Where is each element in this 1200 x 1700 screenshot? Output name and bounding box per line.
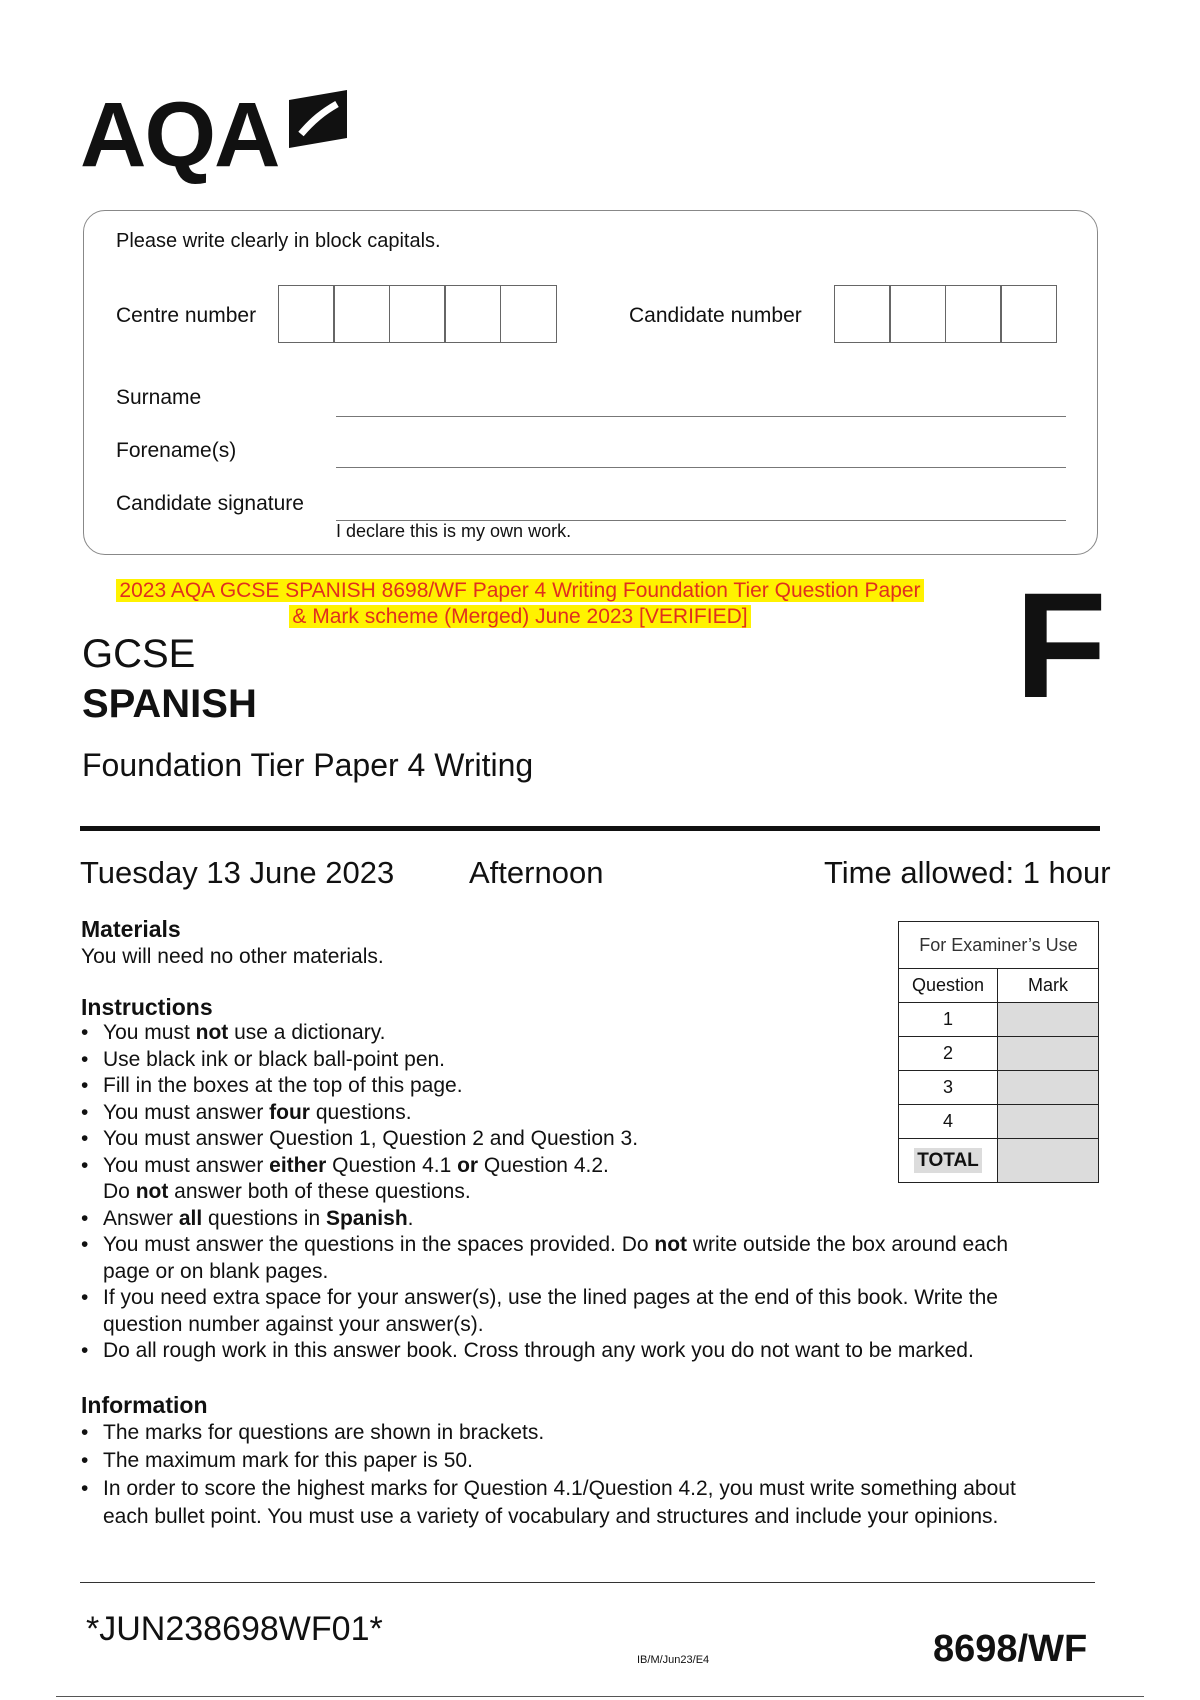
candidate-digit-box[interactable] [834,285,891,343]
divider [80,826,1100,831]
mark-cell [998,1105,1099,1139]
centre-number-field[interactable] [279,285,557,343]
examiner-table-title: For Examiner’s Use [899,922,1099,969]
candidate-digit-box[interactable] [889,285,946,343]
forename-field[interactable] [336,467,1066,468]
instruction-item [81,1232,1081,1285]
exam-date: Tuesday 13 June 2023 [80,855,395,890]
total-label [899,1139,998,1183]
instruction-text: Question 4.1 [326,1153,458,1177]
instruction-text: If you need extra space for your answer(s), use the lined pages at the end of this book. Write the question number against your answer(s). [103,1286,998,1336]
candidate-digit-box[interactable] [1000,285,1057,343]
mark-cell [998,1071,1099,1105]
instruction-emphasis: Spanish [325,1206,408,1230]
instruction-text: You must answer [103,1100,270,1124]
surname-label: Surname [116,386,202,409]
mark-column-header: Mark [998,969,1099,1003]
instruction-text: Answer [103,1206,179,1230]
information-heading: Information [81,1392,208,1418]
instruction-item [81,1285,1081,1338]
instruction-text: You must answer [103,1153,270,1177]
instruction-text: Fill in the boxes at the top of this page. [103,1074,463,1097]
highlighted-title [80,578,960,630]
question-number: 2 [899,1037,998,1071]
information-item: • In order to score the highest marks for Question 4.1/Question 4.2, you must write something about each bullet point. You must use a variety of vocabulary and structures and include your opinions. [81,1475,1041,1531]
declaration-text: I declare this is my own work. [336,521,572,541]
centre-number-label: Centre number [116,304,257,327]
instruction-text: . [407,1206,414,1230]
instruction-text: Use black ink or black ball-point pen. [103,1047,446,1071]
logo-text: AQA [80,84,279,186]
candidate-number-label: Candidate number [629,304,802,327]
reference-code: IB/M/Jun23/E4 [637,1654,710,1666]
instruction-text: You must [103,1021,196,1044]
qualification: GCSE [82,632,196,676]
barcode-text: *JUN238698WF01* [86,1610,383,1648]
candidate-number-field[interactable] [835,285,1057,343]
exam-session: Afternoon [469,855,604,890]
highlighted-title-line2: & Mark scheme (Merged) June 2023 [VERIFIED] [289,605,750,628]
instructions-heading: Instructions [81,994,213,1020]
instruction-text: write outside the box around each page or on blank pages. [103,1233,1009,1283]
instruction-text: questions in [202,1206,326,1230]
question-number: 4 [899,1105,998,1139]
instruction-emphasis: all [178,1206,203,1230]
total-label-text: TOTAL [914,1148,982,1173]
instruction-item [81,1206,1081,1233]
question-column-header: Question [899,969,998,1003]
instruction-emphasis: not [654,1233,688,1256]
centre-digit-box[interactable] [444,285,501,343]
instruction-emphasis: not [195,1021,229,1044]
instruction-item [81,1338,1081,1365]
instruction-emphasis: or [457,1153,479,1177]
signature-label: Candidate signature [116,492,304,515]
footer-divider [80,1582,1095,1583]
aqa-logo [80,80,380,190]
instruction-text: You must answer the questions in the spaces provided. Do [103,1233,655,1256]
candidate-digit-box[interactable] [945,285,1002,343]
materials-heading: Materials [81,916,181,942]
paper-code: 8698/WF [933,1628,1088,1670]
instruction-text: questions. [309,1100,412,1124]
information-list [81,1419,1041,1531]
time-allowed: Time allowed: 1 hour [824,855,1111,890]
paper-title: Foundation Tier Paper 4 Writing [82,747,534,783]
mark-cell [998,1037,1099,1071]
question-number: 3 [899,1071,998,1105]
aqa-flag-icon [285,90,355,152]
instruction-text: Question 4.2. Do [103,1153,609,1203]
question-number: 1 [899,1003,998,1037]
instruction-text: You must answer Question 1, Question 2 and Question 3. [103,1127,639,1150]
instruction-text: answer both of these questions. [168,1180,471,1203]
instruction-text: use a dictionary. [228,1021,386,1044]
mark-cell [998,1003,1099,1037]
forename-label: Forename(s) [116,439,237,462]
information-item: • The marks for questions are shown in brackets. [81,1419,1041,1447]
instruction-emphasis: not [135,1180,169,1203]
instruction-text: Do all rough work in this answer book. Cross through any work you do not want to be marked. [103,1339,974,1362]
centre-digit-box[interactable] [500,285,557,343]
instruction-emphasis: four [269,1100,310,1124]
instruction-emphasis: either [269,1153,327,1177]
information-item: • The maximum mark for this paper is 50. [81,1447,1041,1475]
subject-title: SPANISH [82,682,257,726]
materials-text: You will need no other materials. [81,945,384,968]
page-bottom-rule [56,1696,1144,1697]
examiner-use-table [898,921,1099,1183]
centre-digit-box[interactable] [278,285,335,343]
highlighted-title-line1: 2023 AQA GCSE SPANISH 8698/WF Paper 4 Writing Foundation Tier Question Paper [116,579,923,602]
total-mark-cell [998,1139,1099,1183]
tier-letter: F [1015,561,1107,729]
block-capitals-instruction: Please write clearly in block capitals. [116,230,441,252]
centre-digit-box[interactable] [333,285,390,343]
surname-field[interactable] [336,416,1066,417]
centre-digit-box[interactable] [389,285,446,343]
